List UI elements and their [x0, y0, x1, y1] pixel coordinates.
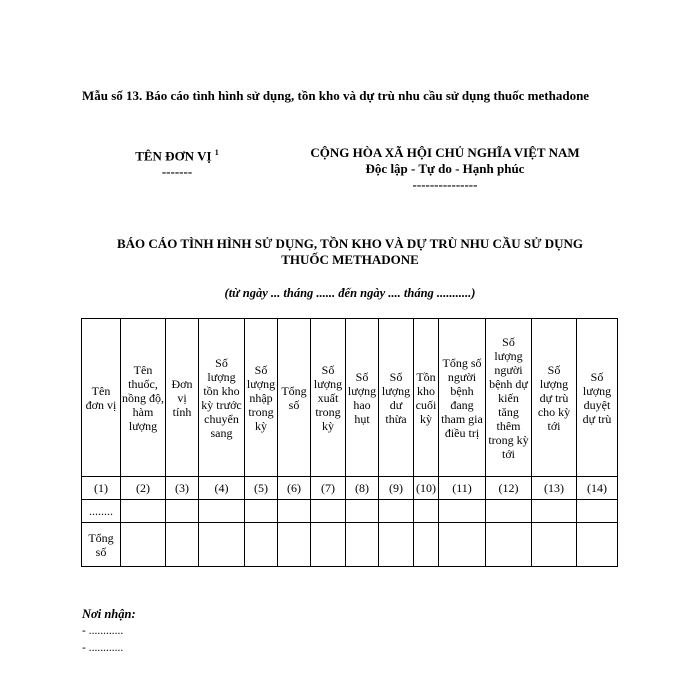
- recipient-item: - ............: [82, 625, 124, 637]
- report-title-line-1: BÁO CÁO TÌNH HÌNH SỬ DỤNG, TỒN KHO VÀ DỰ TRÙ NHU CẦU SỬ DỤNG: [117, 236, 583, 251]
- column-number: (10): [414, 477, 439, 500]
- column-header: Số lượng hao hụt: [346, 319, 379, 477]
- empty-cell: [166, 523, 199, 567]
- column-number: (6): [278, 477, 311, 500]
- empty-cell: [199, 500, 245, 523]
- column-header: Số lượng xuất trong kỳ: [311, 319, 346, 477]
- recipients-section: [82, 606, 282, 657]
- empty-cell: [245, 523, 278, 567]
- form-title: Mẫu số 13. Báo cáo tình hình sử dụng, tồn kho và dự trù nhu cầu sử dụng thuốc methadone: [82, 88, 590, 103]
- column-number: (12): [486, 477, 532, 500]
- empty-cell: [532, 500, 577, 523]
- total-row: [82, 523, 618, 567]
- report-table: [81, 318, 618, 567]
- empty-cell: [577, 500, 618, 523]
- column-number: (7): [311, 477, 346, 500]
- column-number-row: [82, 477, 618, 500]
- empty-cell: [346, 523, 379, 567]
- column-number: (11): [439, 477, 486, 500]
- total-row-label: Tổng số: [82, 523, 121, 567]
- recipients-title: Nơi nhận:: [82, 607, 136, 621]
- empty-cell: [439, 500, 486, 523]
- empty-cell: [166, 500, 199, 523]
- column-number: (13): [532, 477, 577, 500]
- nation-name: CỘNG HÒA XÃ HỘI CHỦ NGHĨA VIỆT NAM: [310, 145, 580, 160]
- empty-cell: [121, 523, 166, 567]
- national-motto: Độc lập - Tự do - Hạnh phúc: [365, 161, 525, 176]
- empty-cell: [278, 500, 311, 523]
- unit-name: TÊN ĐƠN VỊ: [135, 148, 212, 164]
- column-header: Tồn kho cuối kỳ: [414, 319, 439, 477]
- report-period: (từ ngày ... tháng ...... đến ngày .... tháng ...........): [224, 286, 476, 300]
- empty-cell: [486, 500, 532, 523]
- table-row: [82, 500, 618, 523]
- column-header: Số lượng dư thừa: [379, 319, 414, 477]
- table-header-row: [82, 319, 618, 477]
- empty-cell: [245, 500, 278, 523]
- empty-cell: [278, 523, 311, 567]
- placeholder-row-label: ........: [82, 500, 121, 523]
- report-title-line-2: THUỐC METHADONE: [281, 252, 419, 267]
- empty-cell: [486, 523, 532, 567]
- report-title: [90, 236, 610, 268]
- column-header: Đơn vị tính: [166, 319, 199, 477]
- national-header: [290, 145, 600, 193]
- empty-cell: [379, 523, 414, 567]
- column-number: (14): [577, 477, 618, 500]
- empty-cell: [346, 500, 379, 523]
- empty-cell: [414, 500, 439, 523]
- column-number: (5): [245, 477, 278, 500]
- column-number: (4): [199, 477, 245, 500]
- empty-cell: [199, 523, 245, 567]
- empty-cell: [414, 523, 439, 567]
- column-number: (8): [346, 477, 379, 500]
- empty-cell: [577, 523, 618, 567]
- column-header: Số lượng người bệnh dự kiến tăng thêm trong kỳ tới: [486, 319, 532, 477]
- empty-cell: [311, 523, 346, 567]
- empty-cell: [439, 523, 486, 567]
- column-number: (9): [379, 477, 414, 500]
- unit-footnote-mark: 1: [214, 148, 219, 157]
- column-number: (2): [121, 477, 166, 500]
- column-header: Tổng số: [278, 319, 311, 477]
- column-header: Số lượng nhập trong kỳ: [245, 319, 278, 477]
- column-header: Tên đơn vị: [82, 319, 121, 477]
- column-header: Số lượng tồn kho kỳ trước chuyển sang: [199, 319, 245, 477]
- empty-cell: [121, 500, 166, 523]
- empty-cell: [311, 500, 346, 523]
- column-header: Tên thuốc, nồng độ, hàm lượng: [121, 319, 166, 477]
- recipient-item: - ............: [82, 642, 124, 654]
- column-header: Tổng số người bệnh đang tham gia điều trị: [439, 319, 486, 477]
- column-number: (1): [82, 477, 121, 500]
- empty-cell: [532, 523, 577, 567]
- motto-rule: ---------------: [412, 177, 478, 192]
- column-header: Số lượng dự trù cho kỳ tới: [532, 319, 577, 477]
- unit-header: [112, 145, 242, 180]
- unit-rule: -------: [161, 164, 193, 180]
- column-number: (3): [166, 477, 199, 500]
- column-header: Số lượng duyệt dự trù: [577, 319, 618, 477]
- empty-cell: [379, 500, 414, 523]
